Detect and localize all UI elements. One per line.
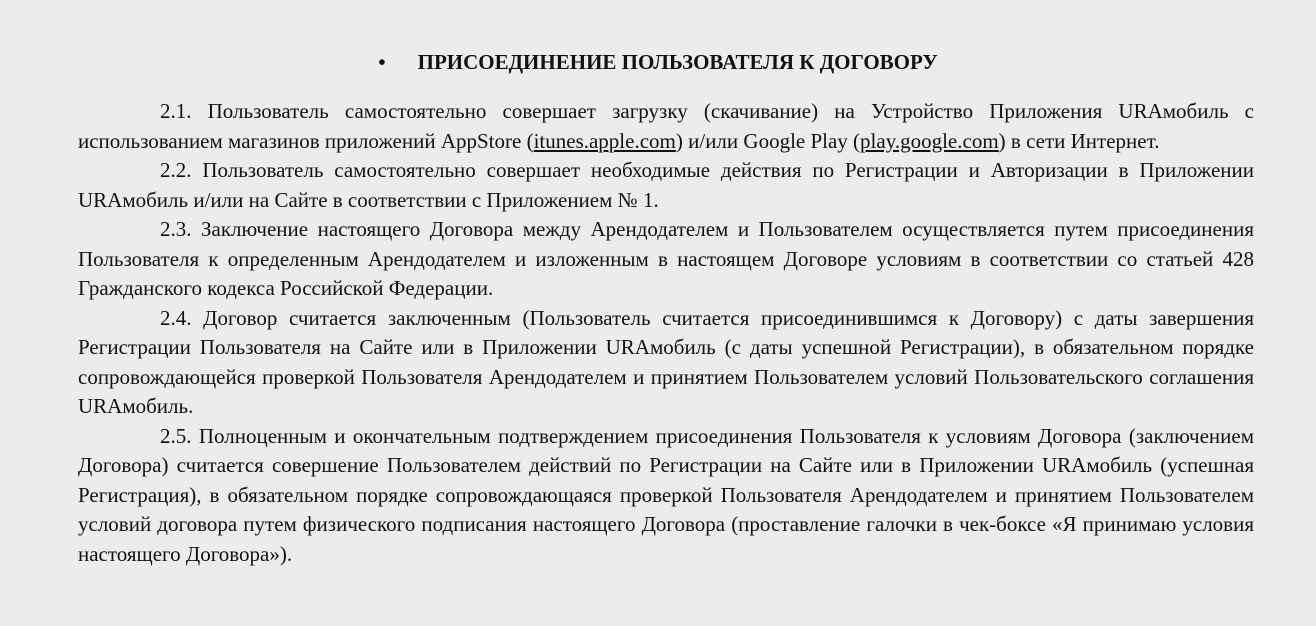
paragraph-2-3: 2.3. Заключение настоящего Договора между Арендодателем и Пользователем осуществляется путем присоединения Пользователя к определенным Арендодателем и изложенным в настоящем Договоре условиям в соответствии со статьей 428 Гражданского кодекса Российской Федерации. [78,217,1254,300]
paragraph-2-1-text-b: ) и/или Google Play ( [675,128,861,153]
paragraph-2-1-text-a: 2.1. Пользователь самостоятельно совершает загрузку (скачивание) на Устройство Приложения URAмобиль с использованием магазинов приложений AppStore ( [78,99,1254,153]
heading-title: ПРИСОЕДИНЕНИЕ ПОЛЬЗОВАТЕЛЯ К ДОГОВОРУ [417,50,938,74]
google-play-link[interactable]: play.google.com [860,128,999,153]
heading-bullet: • [378,50,386,74]
paragraph-2-5: 2.5. Полноценным и окончательным подтверждением присоединения Пользователя к условиям Договора (заключением Договора) считается совершение Пользователем действий по Регистрации на Сайте или в Приложении URAмобиль (успешная Регистрация), в обязательном порядке сопровождающаяся проверкой Пользователя Арендодателем и принятием Пользователем условий договора путем физического подписания настоящего Договора (проставление галочки в чек-боксе «Я принимаю условия настоящего Договора»). [78,423,1254,566]
paragraph-2-4: 2.4. Договор считается заключенным (Пользователь считается присоединившимся к Договору) с даты завершения Регистрации Пользователя на Сайте или в Приложении URAмобиль (с даты успешной Регистрации), в обязательном порядке сопровождающейся проверкой Пользователя Арендодателем и принятием Пользователем условий Пользовательского соглашения URAмобиль. [78,305,1254,418]
paragraph-2-1-text-c: ) в сети Интернет. [998,128,1160,153]
paragraph-2-2: 2.2. Пользователь самостоятельно совершает необходимые действия по Регистрации и Авторизации в Приложении URAмобиль и/или на Сайте в соответствии с Приложением № 1. [78,158,1254,212]
section-heading [0,47,1316,77]
document-body [78,97,1254,569]
paragraph-2-1 [78,97,1254,156]
itunes-link[interactable]: itunes.apple.com [533,128,676,153]
